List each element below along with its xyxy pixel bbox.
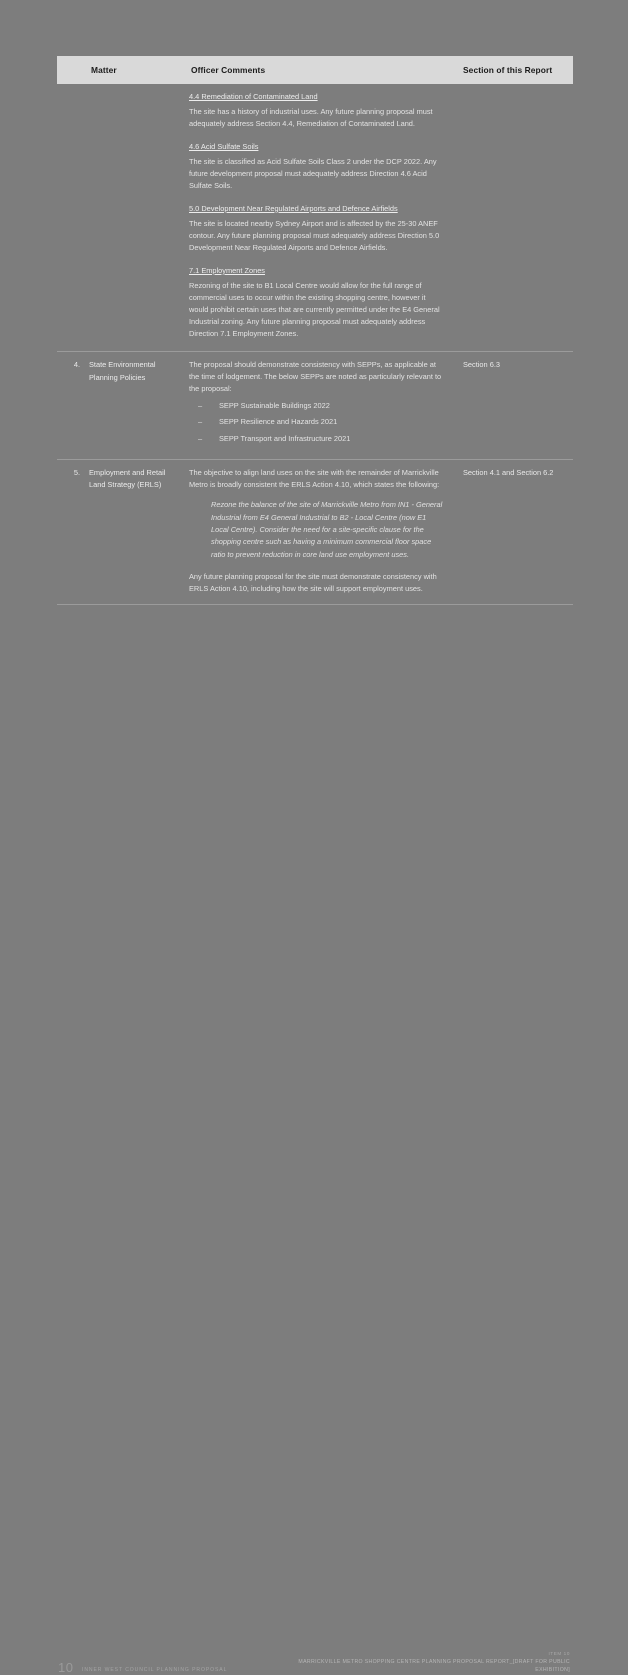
list-item-label: SEPP Sustainable Buildings 2022 bbox=[219, 400, 330, 410]
comment-block bbox=[189, 203, 443, 254]
comment-heading: 7.1 Employment Zones bbox=[189, 265, 265, 275]
officer-comments-table bbox=[57, 56, 573, 605]
comment-paragraph: The site is classified as Acid Sulfate Soils Class 2 under the DCP 2022. Any future development proposal must adequately address Direction 4.6 Acid Sulfate Soils. bbox=[189, 156, 437, 190]
row-officer-comments bbox=[185, 84, 457, 351]
comment-heading: 5.0 Development Near Regulated Airports and Defence Airfields bbox=[189, 203, 398, 213]
row-matter: State Environmental Planning Policies bbox=[85, 351, 185, 459]
comment-block bbox=[189, 141, 443, 192]
comment-closing-paragraph: Any future planning proposal for the site must demonstrate consistency with ERLS Action 4.10, including how the site will support employment uses. bbox=[189, 571, 437, 593]
table-body bbox=[57, 84, 573, 604]
list-item-label: SEPP Transport and Infrastructure 2021 bbox=[219, 433, 351, 443]
table-row bbox=[57, 84, 573, 351]
table-header bbox=[57, 56, 573, 84]
table-row bbox=[57, 351, 573, 459]
footer-item-label: ITEM 10 bbox=[548, 1651, 570, 1656]
row-number: 4. bbox=[57, 351, 85, 459]
footer-left-label: INNER WEST COUNCIL PLANNING PROPOSAL bbox=[82, 1667, 228, 1673]
comment-paragraph: The site has a history of industrial uses. Any future planning proposal must adequately address Section 4.4, Remediation of Contaminated Land. bbox=[189, 106, 433, 128]
comment-paragraph: The proposal should demonstrate consistency with SEPPs, as applicable at the time of lodgement. The below SEPPs are noted as particularly relevant to the proposal: bbox=[189, 359, 442, 393]
dash-bullet-icon: – bbox=[198, 400, 203, 410]
table-row bbox=[57, 459, 573, 604]
row-officer-comments bbox=[185, 459, 457, 604]
erls-action-quote: Rezone the balance of the site of Marrickville Metro from IN1 - General Industrial from E4 General Industrial to B2 - Local Centre (now E1 Local Centre). Consider the need for a site-specific clause for the shopping centre such as having a minimum commercial floor space ratio to prevent reduction in core land use employment uses. bbox=[211, 500, 443, 559]
row-section-reference bbox=[457, 84, 573, 351]
list-item bbox=[189, 416, 443, 427]
list-item-label: SEPP Resilience and Hazards 2021 bbox=[219, 417, 338, 427]
list-item bbox=[189, 433, 443, 444]
comment-paragraph: Rezoning of the site to B1 Local Centre would allow for the full range of commercial uses to occur within the existing shopping centre, however it would prohibit certain uses that are currently permitted under the E4 General Industrial zoning. Any future planning proposal must adequately address Direction 7.1 Employment Zones. bbox=[189, 280, 440, 338]
dash-bullet-icon: – bbox=[198, 417, 203, 427]
row-number bbox=[57, 84, 85, 351]
column-header-number bbox=[57, 56, 85, 84]
table-header-row bbox=[57, 56, 573, 84]
column-header-matter: Matter bbox=[85, 56, 185, 84]
comment-paragraph: The objective to align land uses on the site with the remainder of Marrickville Metro is broadly consistent the ERLS Action 4.10, which states the following: bbox=[189, 467, 440, 489]
row-section-reference: Section 6.3 bbox=[457, 351, 573, 459]
comment-block bbox=[189, 91, 443, 130]
list-item bbox=[189, 400, 443, 411]
footer-document-title: MARRICKVILLE METRO SHOPPING CENTRE PLANNING PROPOSAL REPORT_[DRAFT FOR PUBLIC EXHIBITION] bbox=[298, 1659, 570, 1673]
comment-paragraph: The site is located nearby Sydney Airport and is affected by the 25-30 ANEF contour. Any future planning proposal must adequately address Direction 5.0 Development Near Regulated Airports and Defence Airfields. bbox=[189, 218, 440, 252]
column-header-officer-comments: Officer Comments bbox=[185, 56, 457, 84]
dash-bullet-icon: – bbox=[198, 433, 203, 443]
column-header-section: Section of this Report bbox=[457, 56, 573, 84]
page-number: 10 bbox=[58, 1660, 74, 1675]
row-matter bbox=[85, 84, 185, 351]
row-officer-comments bbox=[185, 351, 457, 459]
comment-heading: 4.4 Remediation of Contaminated Land bbox=[189, 92, 318, 101]
page-footer bbox=[0, 818, 628, 1675]
row-matter: Employment and Retail Land Strategy (ERLS) bbox=[85, 459, 185, 604]
sepp-list bbox=[189, 400, 443, 444]
row-number: 5. bbox=[57, 459, 85, 604]
row-section-reference: Section 4.1 and Section 6.2 bbox=[457, 459, 573, 604]
comment-block bbox=[189, 265, 443, 340]
comment-heading: 4.6 Acid Sulfate Soils bbox=[189, 141, 259, 151]
